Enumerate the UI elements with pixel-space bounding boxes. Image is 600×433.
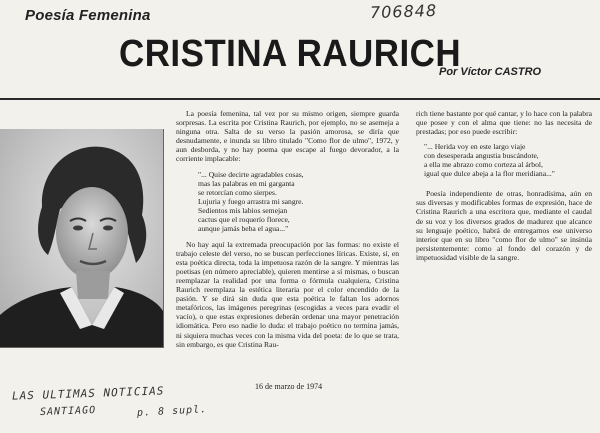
article-paragraph: Poesía independiente de otras, honradísima, aún en sus diversas y modificables formas de expresión, hace de Cristina Raurich a una escritora que, mediante el caudal de su voz y los diversos grados de madurez que alcance su lenguaje poético, habrá de entregarnos ese universo interior que en su libro "como flor de ulmo" se insinúa persistentemente: como al fondo del corazón y de impetuosidad visible de la sangre. (416, 189, 592, 262)
article-paragraph: La poesía femenina, tal vez por su mismo origen, siempre guarda sorpresas. La escrita por Cristina Raurich, por ejemplo, no se asemeja a ninguna otra. Salta de su verso la pasión amorosa, se diría que desnudamente, e inunda su libro titulado "Como flor de ulmo", 1972, y aun desborda, y no hay poema que escape al fuego devorador, a la corriente implacable: (176, 109, 399, 164)
author-portrait-photo (0, 129, 164, 348)
handwritten-page: p. 8 supl. (136, 404, 208, 419)
handwritten-source: LAS ULTIMAS NOTICIAS (11, 384, 165, 403)
poem-excerpt-1 (198, 170, 399, 233)
article-paragraph: rich tiene bastante por qué cantar, y lo hace con la palabra que posee y con el alma que tiene: no las necesita de prestadas; por eso puede escribir: (416, 109, 592, 137)
poem-line: mas las palabras en mi garganta (198, 178, 295, 188)
header-rule (0, 98, 600, 100)
article-column-1 (176, 109, 399, 349)
poem-line: "... Herida voy en este largo viaje (424, 142, 526, 152)
publication-date: 16 de marzo de 1974 (255, 382, 323, 391)
article-byline: Por Víctor CASTRO (439, 66, 542, 78)
poem-line: se retorcían como sierpes. (198, 187, 277, 197)
poem-line: "... Quise decirte agradables cosas, (198, 169, 304, 179)
poem-line: a ella me abrazo como corteza al árbol, (424, 160, 543, 170)
handwritten-catalog-number: 706848 (369, 0, 438, 23)
poem-line: cactus que el roquerío florece, (198, 214, 290, 224)
poem-line: Sedientos mis labios semejan (198, 205, 288, 215)
article-paragraph: No hay aquí la extremada preocupación por las formas: no existe el trabajo celeste del verso, no se buscan perfecciones líricas. Existe, sí, en esta poética directa, toda la impetuosa razón de la sangre. Y mientras las poetisas (en número apreciable), quieren mentirse a sí mismas, o buscan reemplazar la realidad por una forma o fórmula cualquiera, Cristina Raurich reemplaza la estética literaria por el color encendido de la pasión. Y se dirá sin duda que esta poética le faltan los adornos metafóricos, las imágenes peregrinas (escogidas a veces para evadir el vacío), o que estas expresiones deberán ordenar una mayor penetración idiomática. Pero eso nadie lo duda: el trabajo poético no termina jamás, ni siquiera muchas veces con la misma vida del poeta: de lo que se trata, sin embargo, es que Cristina Rau- (176, 239, 399, 349)
handwritten-city: SANTIAGO (39, 405, 97, 418)
poem-line: Lujuria y fuego arrastra mi sangre. (198, 196, 304, 206)
article-headline: CRISTINA RAURICH (119, 33, 462, 75)
poem-line: igual que dulce abeja a la flor meridiana..." (424, 169, 555, 179)
poem-excerpt-2 (424, 142, 592, 178)
section-label: Poesía Femenina (25, 7, 151, 24)
article-column-2 (416, 109, 592, 262)
poem-line: con desesperada angustia buscándote, (424, 151, 539, 161)
poem-line: aunque jamás beba el agua..." (198, 223, 289, 233)
